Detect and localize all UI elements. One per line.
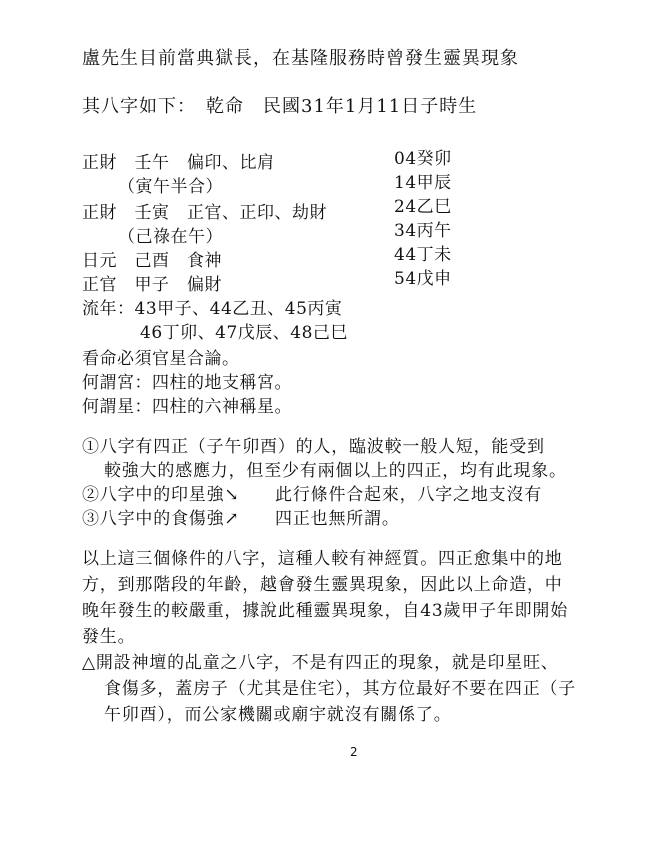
note-line-3: 何謂星：四柱的六神稱星。 bbox=[82, 397, 292, 417]
page-number: 2 bbox=[350, 745, 358, 759]
chart-row-day: 日元 己酉 食神 bbox=[82, 251, 222, 271]
luck-pillar-4: 34丙午 bbox=[394, 221, 452, 241]
luck-pillar-2: 14甲辰 bbox=[394, 173, 452, 193]
chart-row-month-note: （己祿在午） bbox=[118, 227, 223, 247]
chart-row-month: 正財 壬寅 正官、正印、劫財 bbox=[82, 203, 327, 223]
paragraph-line-1: 以上這三個條件的八字，這種人較有神經質。四正愈集中的地 bbox=[82, 549, 563, 569]
luck-pillar-5: 44丁未 bbox=[394, 245, 452, 265]
condition-1-line-1: ①八字有四正（子午卯酉）的人，臨波較一般人短，能受到 bbox=[82, 437, 545, 457]
warning-line-1: △開設神壇的乩童之八字，不是有四正的現象，就是印星旺、 bbox=[82, 653, 559, 673]
chart-liunian-1: 流年：43甲子、44乙丑、45丙寅 bbox=[82, 299, 343, 319]
condition-3: ③八字中的食傷強↗ 四正也無所謂。 bbox=[82, 509, 400, 529]
condition-1-line-2: 較強大的感應力，但至少有兩個以上的四正，均有此現象。 bbox=[104, 461, 567, 481]
warning-line-3: 午卯酉），而公家機關或廟宇就沒有關係了。 bbox=[104, 705, 452, 725]
note-line-1: 看命必須官星合論。 bbox=[82, 349, 240, 369]
luck-pillar-6: 54戊申 bbox=[394, 269, 452, 289]
header-line-1: 盧先生目前當典獄長，在基隆服務時曾發生靈異現象 bbox=[82, 48, 519, 69]
paragraph-line-4: 發生。 bbox=[82, 627, 136, 647]
paragraph-line-3: 晚年發生的較嚴重，據說此種靈異現象，自43歲甲子年即開始 bbox=[82, 601, 569, 621]
chart-liunian-2: 46丁卯、47戊辰、48己巳 bbox=[140, 323, 348, 343]
luck-pillar-3: 24乙巳 bbox=[394, 197, 452, 217]
chart-row-year: 正財 壬午 偏印、比肩 bbox=[82, 153, 275, 173]
warning-line-2: 食傷多，蓋房子（尤其是住宅），其方位最好不要在四正（子 bbox=[104, 679, 577, 699]
luck-pillar-1: 04癸卯 bbox=[394, 149, 452, 169]
paragraph-line-2: 方，到那階段的年齡，越會發生靈異現象，因此以上命造，中 bbox=[82, 575, 563, 595]
condition-2: ②八字中的印星強↘ 此行條件合起來，八字之地支沒有 bbox=[82, 485, 543, 505]
chart-row-hour: 正官 甲子 偏財 bbox=[82, 275, 222, 295]
header-line-2: 其八字如下： 乾命 民國31年1月11日子時生 bbox=[82, 96, 478, 117]
chart-row-year-note: （寅午半合） bbox=[118, 177, 223, 197]
note-line-2: 何謂宮：四柱的地支稱宮。 bbox=[82, 373, 292, 393]
